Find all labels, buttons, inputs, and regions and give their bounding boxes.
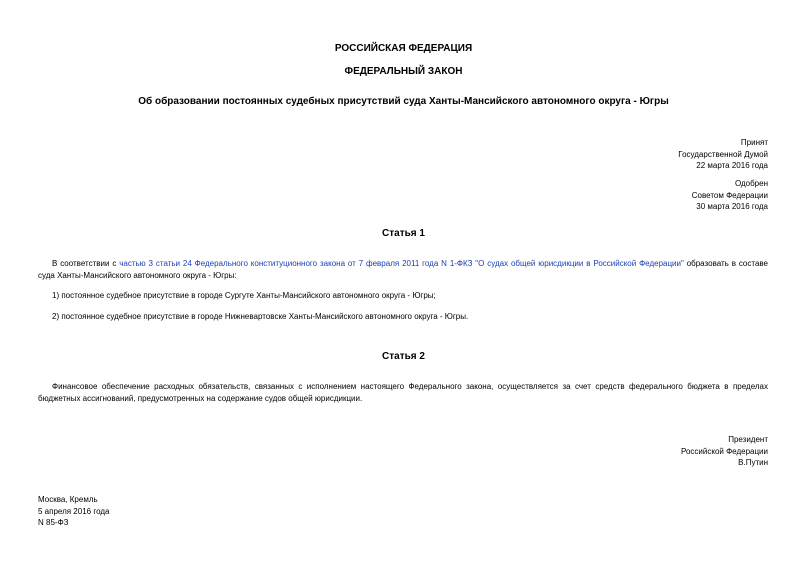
- signer-name: В.Путин: [738, 458, 768, 467]
- document-footer: [38, 494, 109, 529]
- document-type-heading: ФЕДЕРАЛЬНЫЙ ЗАКОН: [344, 66, 463, 77]
- footer-place: Москва, Кремль: [38, 495, 98, 504]
- adopted-date: 22 марта 2016 года: [696, 161, 768, 170]
- adoption-block: [678, 137, 768, 172]
- footer-number: N 85-ФЗ: [38, 518, 69, 527]
- approval-block: [692, 178, 768, 213]
- country-heading: РОССИЙСКАЯ ФЕДЕРАЦИЯ: [334, 43, 473, 54]
- article-2-body: Финансовое обеспечение расходных обязательств, связанных с исполнением настоящего Федерального закона, осуществляется за счет средств федерального бюджета в пределах бюджетных ассигнований, предусмотренных на содержание судов общей юрисдикции.: [38, 382, 768, 403]
- signature-block: [681, 434, 768, 469]
- article-1-item-2: [38, 311, 768, 323]
- adopted-by: Государственной Думой: [678, 149, 768, 159]
- article-1-intro: [38, 258, 768, 281]
- article-1-intro-after: образовать в составе суда Ханты-Мансийского автономного округа - Югры:: [38, 259, 769, 280]
- approved-by: Советом Федерации: [691, 190, 768, 200]
- article-1-item-1: [38, 290, 768, 302]
- article-1-intro-before: В соответствии с: [52, 259, 120, 268]
- adopted-label: Принят: [740, 138, 768, 147]
- article-2-heading: Статья 2: [382, 351, 425, 362]
- signer-title: Президент: [728, 435, 768, 444]
- law-title: Об образовании постоянных судебных присутствий суда Ханты-Мансийского автономного округа - Югры: [138, 96, 669, 107]
- approved-date: 30 марта 2016 года: [696, 202, 768, 211]
- approved-label: Одобрен: [734, 179, 768, 188]
- signer-title-2: Российской Федерации: [681, 446, 768, 456]
- footer-date: 5 апреля 2016 года: [38, 506, 110, 516]
- article-1-heading: Статья 1: [382, 228, 425, 239]
- article-2-text: [38, 381, 768, 404]
- article-1-item-2-text: 2) постоянное судебное присутствие в городе Нижневартовске Ханты-Мансийского автономного округа - Югры.: [52, 312, 469, 321]
- fkz-reference-link[interactable]: частью 3 статьи 24 Федерального конституционного закона от 7 февраля 2011 года N 1-ФКЗ "О судах общей юрисдикции в Российской Федерации": [119, 259, 684, 268]
- article-1-item-1-text: 1) постоянное судебное присутствие в городе Сургуте Ханты-Мансийского автономного округа - Югры;: [52, 291, 436, 300]
